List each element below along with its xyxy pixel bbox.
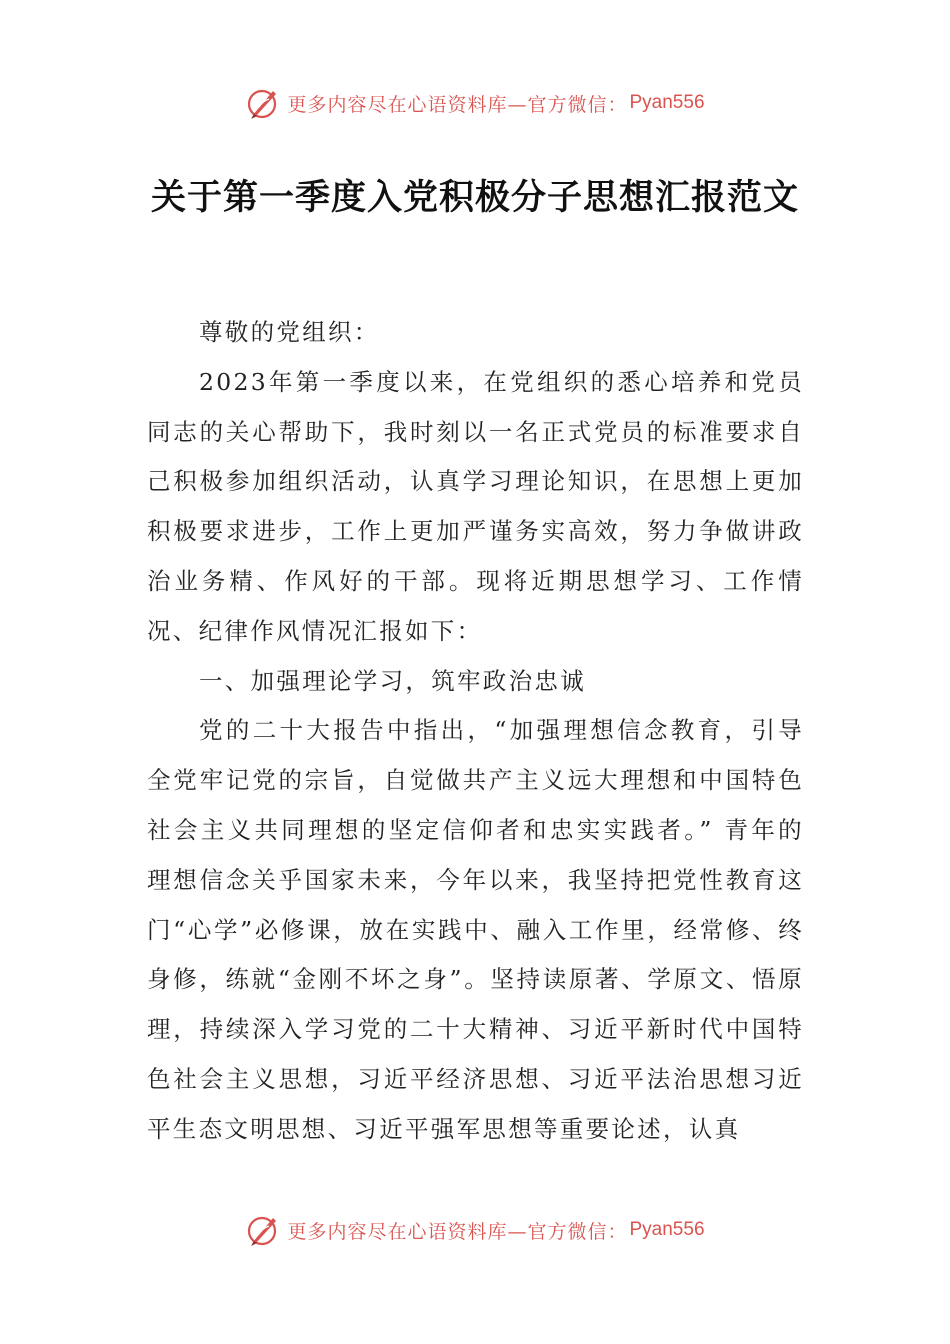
salutation: 尊敬的党组织： xyxy=(199,318,380,346)
section-heading: 一、加强理论学习，筑牢政治忠诚 xyxy=(199,666,586,695)
banner-text: 更多内容尽在心语资料库—官方微信： xyxy=(287,93,628,116)
wechat-id: Pyan556 xyxy=(629,1219,705,1240)
body-paragraph: 党的二十大报告中指出，“加强理想信念教育，引导全党牢记党的宗旨，自觉做共产主义远大理想和中国特色社会主义共同理想的坚定信仰者和忠实实践者。” 青年的理想信念关乎国家未来，今年以来，我坚持把党性教育这门“心学”必修课，放在实践中、融入工作里，经常修、终身修，练就“金刚不坏之身”。坚持读原著、学原文、悟原理，持续深入学习党的二十大精神、习近平新时代中国特色社会主义思想，习近平经济思想、习近平法治思想习近平生态文明思想、习近平强军思想等重要论述，认真 xyxy=(147,716,804,1143)
document-title: 关于第一季度入党积极分子思想汇报范文 xyxy=(150,177,799,218)
banner-text: 更多内容尽在心语资料库—官方微信： xyxy=(287,1220,628,1243)
body-paragraph: 2023年第一季度以来，在党组织的悉心培养和党员同志的关心帮助下，我时刻以一名正式党员的标准要求自己积极参加组织活动，认真学习理论知识，在思想上更加积极要求进步，工作上更加严谨务实高效，努力争做讲政治业务精、作风好的干部。现将近期思想学习、工作情况、纪律作风情况汇报如下： xyxy=(147,367,804,645)
header-banner xyxy=(0,81,950,125)
pen-quill-circle-icon xyxy=(245,85,281,121)
pen-quill-circle-icon xyxy=(245,1212,281,1248)
document-body xyxy=(147,308,804,1155)
footer-banner xyxy=(0,1208,950,1252)
wechat-id: Pyan556 xyxy=(629,92,705,113)
